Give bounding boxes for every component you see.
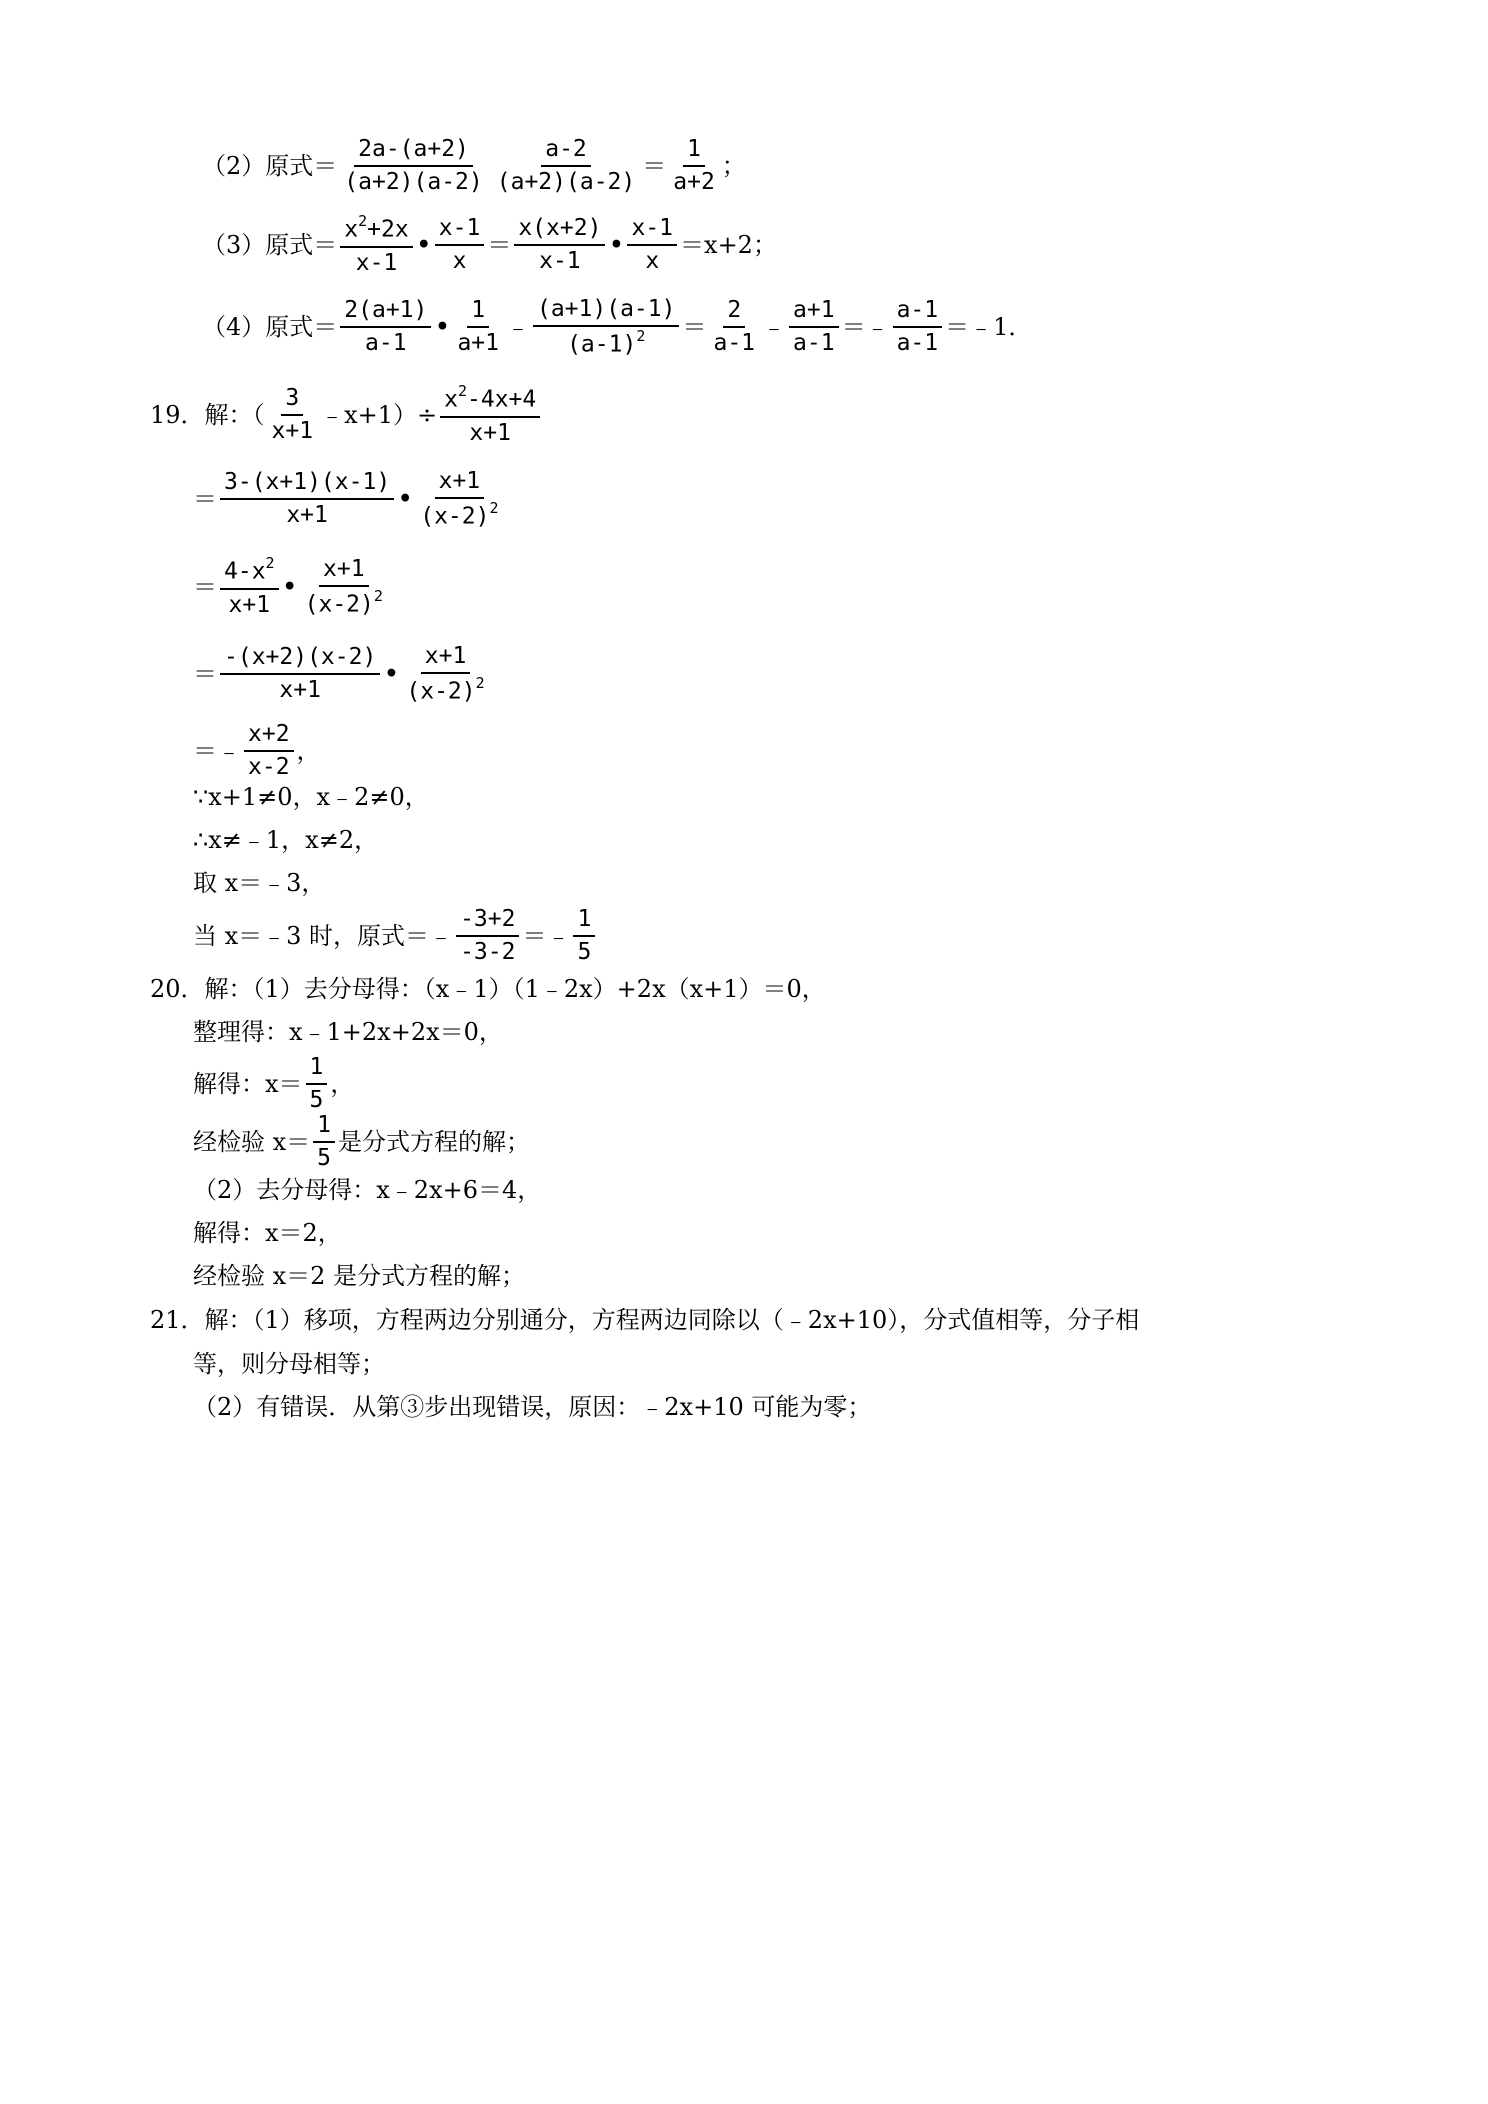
multiply-dot: • bbox=[282, 574, 297, 601]
label: （4）原式＝ bbox=[202, 313, 338, 342]
label: （3）原式＝ bbox=[202, 231, 338, 260]
fraction: $\frac{4-x^2}{x+1}$ bbox=[220, 558, 279, 617]
q21-line2: 等，则分母相等； bbox=[193, 1350, 385, 1378]
multiply-dot: • bbox=[398, 486, 413, 513]
q19-line7: ∴x≠﹣1，x≠2， bbox=[193, 826, 379, 854]
fraction: $\frac{x+1}{(x-2)^2}$ bbox=[406, 643, 485, 705]
fraction: $\frac{x^2-4x+4}{x+1}$ bbox=[440, 386, 540, 445]
fraction: $\frac{3-(x+1)(x-1)}{x+1}$ bbox=[220, 471, 394, 527]
q19-line4: ＝ $\frac{-(x+2)(x-2)}{x+1}$ • $\frac{x+1}{(x-2)^2}$ bbox=[193, 645, 492, 704]
question-number: 19．解：（ bbox=[150, 401, 265, 430]
q18-part3: （3）原式＝ $\frac{x^2+2x}{x-1}$ • $\frac{x-1}{x}$ ＝ $\frac{x(x+2)}{x-1}$ • $\frac{x-1}{x}$ ＝x+2； bbox=[202, 212, 777, 276]
fraction: $\frac{1}{a+2}$ bbox=[673, 136, 715, 195]
fraction: $\frac{(a+1)(a-1)}{(a-1)^2}$ bbox=[533, 298, 679, 357]
q20-line3: 解得：x＝ $\frac{1}{5}$ ， bbox=[193, 1054, 355, 1113]
fraction: $\frac{2}{a-1}$ bbox=[713, 297, 756, 357]
fraction: $\frac{-(x+2)(x-2)}{x+1}$ bbox=[220, 646, 380, 702]
fraction: $\frac{x(x+2)}{x-1}$ bbox=[514, 217, 605, 273]
fraction: $\frac{a-1}{a-1}$ bbox=[893, 299, 943, 355]
q18-part2: （2）原式＝ $\frac{2a-(a+2)}{(a+2)(a-2)}$ $\frac{a-2}{(a+2)(a-2)}$ ＝ $\frac{1}{a+2}$ ； bbox=[202, 136, 746, 195]
multiply-dot: • bbox=[435, 314, 450, 341]
fraction: $\frac{1}{5}$ bbox=[306, 1056, 328, 1112]
q19-line2: ＝ $\frac{3-(x+1)(x-1)}{x+1}$ • $\frac{x+1}{(x-2)^2}$ bbox=[193, 470, 506, 529]
q18-part4: （4）原式＝ $\frac{2(a+1)}{a-1}$ • $\frac{1}{a+1}$ ﹣ $\frac{(a+1)(a-1)}{(a-1)^2}$ ＝ $\frac{2}{a-1}$ ﹣ $\frac{a+1}{a-1}$ ＝﹣ $\frac{a-1}{a-1}$ ＝﹣1． bbox=[202, 296, 1033, 358]
multiply-dot: • bbox=[384, 661, 399, 688]
label: （2）原式＝ bbox=[202, 152, 338, 180]
q19-line6: ∵x+1≠0，x﹣2≠0， bbox=[193, 783, 429, 811]
fraction: $\frac{x-1}{x}$ bbox=[627, 217, 677, 273]
q20-line4: 经检验 x＝ $\frac{1}{5}$ 是分式方程的解； bbox=[193, 1112, 531, 1171]
q20-line6: 解得：x＝2， bbox=[193, 1219, 342, 1247]
fraction: $\frac{2a-(a+2)}{(a+2)(a-2)}$ bbox=[344, 136, 483, 195]
q19-line1: 19．解：（ $\frac{3}{x+1}$ ﹣x+1）÷ $\frac{x^2-4x+4}{x+1}$ bbox=[150, 386, 543, 445]
fraction: $\frac{2(a+1)}{a-1}$ bbox=[340, 299, 431, 355]
q20-line1: 20．解：（1）去分母得：（x﹣1）（1﹣2x）+2x（x+1）＝0， bbox=[150, 975, 826, 1003]
q20-line7: 经检验 x＝2 是分式方程的解； bbox=[193, 1262, 526, 1290]
fraction: $\frac{x-1}{x}$ bbox=[435, 217, 485, 273]
fraction: $\frac{x+1}{(x-2)^2}$ bbox=[420, 468, 499, 530]
fraction: $\frac{-3+2}{-3-2}$ bbox=[456, 908, 519, 964]
fraction: $\frac{a-2}{(a+2)(a-2)}$ bbox=[496, 136, 636, 195]
multiply-dot: • bbox=[609, 232, 624, 259]
fraction: $\frac{1}{a+1}$ bbox=[457, 297, 499, 357]
q21-line1: 21．解：（1）移项，方程两边分别通分，方程两边同除以（﹣2x+10），分式值相等，分子相 bbox=[150, 1306, 1140, 1334]
q19-line9: 当 x＝﹣3 时，原式＝﹣ $\frac{-3+2}{-3-2}$ ＝﹣ $\frac{1}{5}$ bbox=[193, 908, 598, 964]
q19-line5: ＝﹣ $\frac{x+2}{x-2}$ ， bbox=[193, 721, 321, 780]
fraction: $\frac{a+1}{a-1}$ bbox=[789, 299, 839, 355]
q19-line8: 取 x＝﹣3， bbox=[193, 869, 326, 897]
q20-line2: 整理得：x﹣1+2x+2x＝0， bbox=[193, 1018, 503, 1046]
fraction: $\frac{1}{5}$ bbox=[313, 1114, 335, 1170]
multiply-dot: • bbox=[416, 232, 431, 259]
q20-line5: （2）去分母得：x﹣2x+6＝4， bbox=[193, 1176, 542, 1204]
fraction: $\frac{x+2}{x-2}$ bbox=[244, 723, 294, 779]
q21-line3: （2）有错误．从第③步出现错误，原因：﹣2x+10 可能为零； bbox=[193, 1393, 872, 1421]
fraction: $\frac{x^2+2x}{x-1}$ bbox=[340, 216, 412, 275]
fraction: $\frac{1}{5}$ bbox=[573, 908, 595, 964]
fraction: $\frac{3}{x+1}$ bbox=[271, 385, 314, 445]
fraction: $\frac{x+1}{(x-2)^2}$ bbox=[304, 556, 383, 618]
q19-line3: ＝ $\frac{4-x^2}{x+1}$ • $\frac{x+1}{(x-2)^2}$ bbox=[193, 558, 390, 617]
